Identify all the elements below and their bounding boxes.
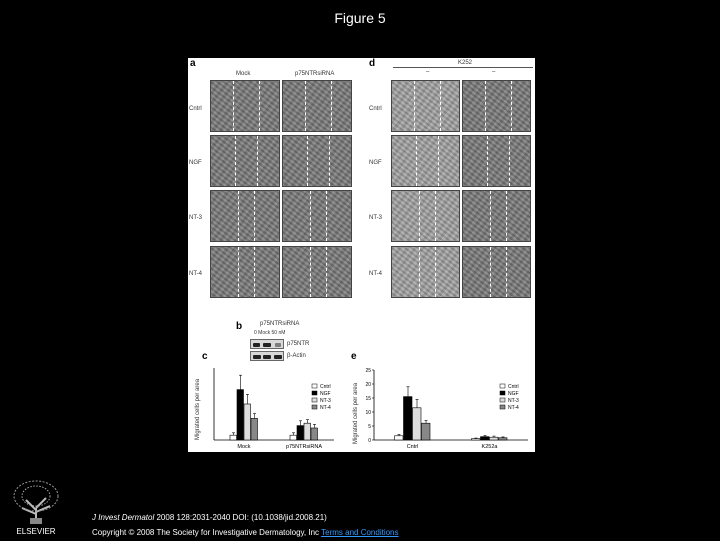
e-legend-label: NT-3 [508,398,519,404]
panel-d-col-1: – [426,69,430,75]
c-legend-swatch [312,391,317,395]
e-category-label: K252a [481,444,498,450]
panel-d-treatment: K252 [458,60,473,66]
panel-a-label: a [190,58,196,69]
panel-a-row-nt3: NT-3 [189,215,203,221]
e-legend-swatch [500,405,505,409]
c-bar [251,418,258,440]
chart-c [192,358,342,452]
panel-d-micrograph [391,135,460,187]
c-bar [311,428,318,440]
panel-d-micrograph [462,80,531,132]
e-y-tick-label: 25 [365,368,371,374]
c-bar [304,423,311,440]
e-y-tick-label: 5 [368,424,371,430]
panel-c-label: c [202,351,208,362]
c-bar [297,426,304,440]
panel-a-row-nt4: NT-4 [189,271,203,277]
c-legend-swatch [312,398,317,402]
panel-d-row-cntrl: Cntrl [369,106,382,112]
panel-d-micrograph [462,135,531,187]
panel-a-micrograph [210,190,280,242]
e-bar [490,437,499,440]
copyright [92,528,399,537]
panel-d-col-2: – [492,69,496,75]
e-y-tick-label: 0 [368,438,371,444]
terms-link[interactable]: Terms and Conditions [321,528,399,537]
panel-a-micrograph [210,246,280,298]
c-category-label: p75NTRsiRNA [285,444,323,450]
chart-e [350,358,533,452]
c-legend-swatch [312,384,317,388]
panel-b-lanes: 0 Mock 50 nM [254,330,286,336]
panel-d-header-rule [393,67,533,68]
e-category-label: Cntrl [406,444,419,450]
panel-d-micrograph [391,80,460,132]
e-legend-swatch [500,391,505,395]
panel-d-micrograph [462,190,531,242]
elsevier-logo-text: ELSEVIER [16,527,56,536]
panel-a-micrograph [282,135,352,187]
c-legend-label: NT-3 [320,398,331,404]
panel-d-micrograph [391,190,460,242]
citation-journal: J Invest Dermatol [92,513,155,522]
panel-d-label: d [369,58,376,69]
e-bar [422,423,431,440]
panel-a-row-cntrl: Cntrl [189,106,202,112]
e-y-tick-label: 10 [365,410,371,416]
c-bar [244,404,251,440]
e-y-tick-label: 15 [365,396,371,402]
panel-a-row-ngf: NGF [189,160,202,166]
panel-d-row-nt4: NT-4 [369,271,383,277]
figure-image [188,58,535,452]
c-bar [237,390,244,440]
c-legend-label: NT-4 [320,405,331,411]
c-legend-label: NGF [320,391,331,397]
chart-e-ylabel: Migrated cells per area [353,382,359,444]
e-bar [499,438,508,440]
panel-d-row-nt3: NT-3 [369,215,383,221]
panel-b-title: p75NTRsiRNA [260,321,300,327]
panel-a-micrograph [210,135,280,187]
panel-a-micrograph [282,190,352,242]
e-bar [413,408,422,440]
panel-a-micrograph [282,246,352,298]
panel-a-col-sirna: p75NTRsiRNA [295,71,335,77]
citation [92,513,327,522]
copyright-text: Copyright © 2008 The Society for Investigative Dermatology, Inc [92,528,322,537]
panel-a-micrograph [282,80,352,132]
e-y-tick-label: 20 [365,382,371,388]
c-bar [290,435,297,440]
e-legend-label: NT-4 [508,405,519,411]
citation-details: 2008 128:2031-2040 DOI: (10.1038/jid.2008.21) [154,513,327,522]
e-bar [404,397,413,440]
e-bar [395,436,404,440]
panel-b-band-actin: β-Actin [287,353,306,359]
e-legend-swatch [500,398,505,402]
panel-d-row-ngf: NGF [369,160,382,166]
panel-a-micrograph [210,80,280,132]
e-legend-swatch [500,384,505,388]
c-legend-label: Cntrl [320,384,331,390]
c-legend-swatch [312,405,317,409]
elsevier-logo [8,478,64,536]
panel-d-micrograph [462,246,531,298]
e-bar [472,439,481,440]
panel-b-label: b [236,321,243,332]
panel-b-band-p75: p75NTR [287,341,310,347]
chart-c-ylabel: Migrated cells per area [195,378,201,440]
panel-d-micrograph [391,246,460,298]
e-legend-label: NGF [508,391,519,397]
e-legend-label: Cntrl [508,384,519,390]
c-category-label: Mock [237,444,251,450]
panel-e-label: e [351,351,357,362]
e-bar [481,437,490,440]
c-bar [230,435,237,440]
panel-a-col-mock: Mock [236,71,251,77]
page-title: Figure 5 [334,10,386,26]
blot-p75ntr [250,339,284,349]
